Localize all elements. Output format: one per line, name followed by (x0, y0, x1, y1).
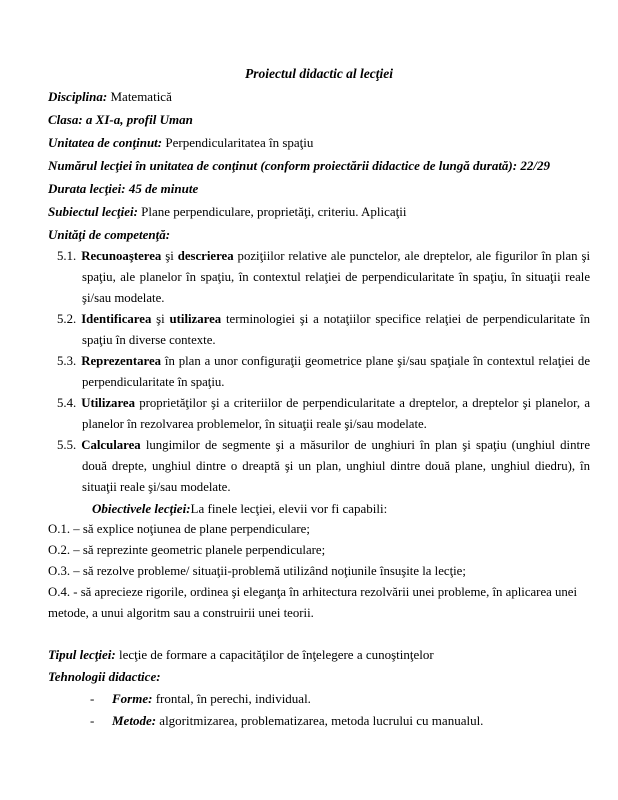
competency-item-5-5 (57, 435, 590, 498)
meta-label: Unităţi de competenţă: (48, 227, 171, 242)
meta-line-clasa (48, 108, 590, 131)
competency-number: 5.2. (57, 312, 77, 326)
objective-item-o2: O.2. – să reprezinte geometric planele perpendiculare; (48, 543, 326, 557)
competency-item-5-1 (57, 246, 591, 309)
meta-label: Unitatea de conţinut: (48, 135, 163, 150)
competency-text: descrierea (177, 249, 234, 263)
competency-text: Reprezentarea (81, 354, 162, 368)
meta-value: Perpendicularitatea în spaţiu (162, 135, 314, 150)
lesson-type-value: lecţie de formare a capacităţilor de înţelegere a cunoştinţelor (115, 647, 434, 662)
section-heading-competente (48, 223, 590, 246)
meta-line-disciplina (48, 85, 590, 108)
competency-text: proprietăţilor şi a criteriilor de perpendicularitate a dreptelor, a dreptelor şi planelor, a planelor în rezolvarea problemelor, în situaţii reale şi/sau modelate. (82, 396, 590, 431)
meta-line-durata (48, 177, 590, 200)
meta-value: Plane perpendiculare, proprietăţi, criteriu. Aplicaţii (137, 204, 407, 219)
technology-item-metode (48, 710, 590, 732)
meta-line-numarul (48, 154, 590, 177)
technology-label: Forme: (112, 691, 153, 706)
competency-text: utilizarea (169, 312, 222, 326)
objective-item-o3: O.3. – să rezolve probleme/ situaţii-problemă utilizând noţiunile însuşite la lecţie; (48, 564, 466, 578)
meta-value: Matematică (107, 89, 172, 104)
meta-line-unitatea (48, 131, 590, 154)
dash-bullet: - (90, 713, 95, 728)
document-title: Proiectul didactic al lecţiei (244, 66, 394, 81)
technologies-label: Tehnologii didactice: (48, 669, 161, 684)
lesson-type-label: Tipul lecţiei: (48, 647, 116, 662)
dash-bullet: - (90, 691, 95, 706)
competency-item-5-3 (57, 351, 590, 393)
competency-text: Identificarea (81, 312, 152, 326)
technology-value: algoritmizarea, problematizarea, metoda lucrului cu manualul. (156, 713, 484, 728)
competency-text: Calcularea (81, 438, 141, 452)
competency-text: Utilizarea (81, 396, 135, 410)
technology-value: frontal, în perechi, individual. (152, 691, 311, 706)
objective-item-o4: O.4. - să aprecieze rigorile, ordinea şi eleganţa în arhitectura rezolvării unei probleme, în aplicarea unei metode, a unui algoritm sau a construirii unei teorii. (48, 585, 578, 620)
technology-item-forme (48, 688, 590, 710)
technologies-heading (48, 666, 590, 688)
competency-item-5-4 (57, 393, 590, 435)
meta-label: Clasa: a XI-a, profil Uman (48, 112, 193, 127)
lesson-type-line (48, 644, 590, 666)
objectives-intro (92, 498, 590, 519)
meta-label: Subiectul lecţiei: (48, 204, 138, 219)
competency-item-5-2 (57, 309, 590, 351)
meta-label: Disciplina: (48, 89, 108, 104)
competency-text: în plan a unor configuraţii geometrice plane şi/sau spaţiale în contextul relaţiei de perpendicularitate în spaţiu. (82, 354, 590, 389)
competency-text: Recunoaşterea (81, 249, 162, 263)
objectives-intro-label: Obiectivele lecţiei: (92, 501, 191, 516)
competency-text: terminologiei şi a notaţiilor specifice relaţiei de perpendicularitate în spaţiu în diverse contexte. (82, 312, 590, 347)
competency-number: 5.3. (57, 354, 77, 368)
technology-label: Metode: (112, 713, 157, 728)
meta-label: Durata lecţiei: 45 de minute (48, 181, 199, 196)
competency-text: şi (161, 249, 178, 263)
meta-label: Numărul lecţiei în unitatea de conţinut (conform proiectării didactice de lungă durată): 22/29 (48, 158, 550, 173)
competency-text: lungimilor de segmente şi a măsurilor de unghiuri în plan şi spaţiu (unghiul dintre două drepte, unghiul dintre o dreaptă şi un plan, unghiul dintre două plane, unghiul diedru), în situaţii reale şi/sau modelate. (82, 438, 590, 494)
competency-number: 5.4. (57, 396, 77, 410)
objective-item-o1: O.1. – să explice noţiunea de plane perpendiculare; (48, 522, 310, 536)
competency-text: poziţiilor relative ale punctelor, ale dreptelor, ale figurilor în plan şi spaţiu, ale planelor în spaţiu, în contextul relaţiei de perpendicularitate în spaţiu, în situaţii reale şi/sau modelate. (82, 249, 591, 305)
objectives-intro-text: La finele lecţiei, elevii vor fi capabili: (190, 501, 388, 516)
competency-number: 5.5. (57, 438, 77, 452)
meta-line-subiectul (48, 200, 590, 223)
competency-text: şi (151, 312, 170, 326)
competency-number: 5.1. (57, 249, 77, 263)
